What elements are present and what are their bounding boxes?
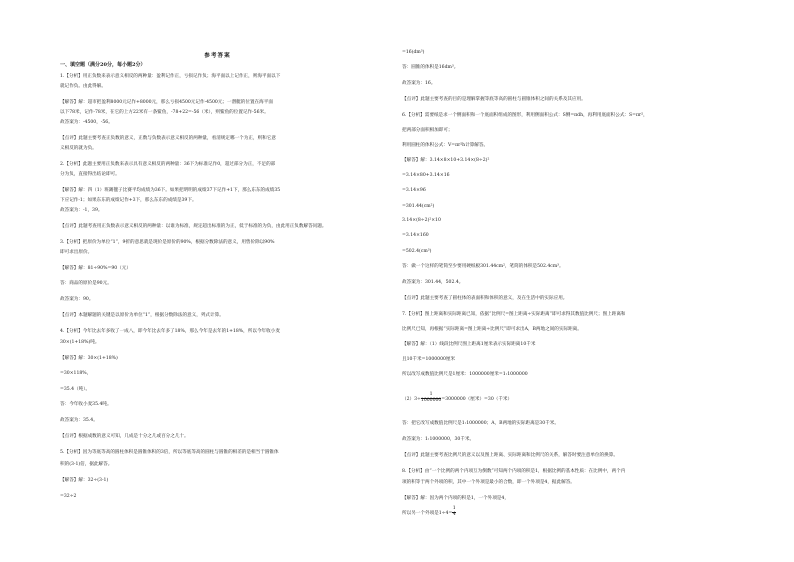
text-line: 项的积等于两个外项的积，其中一个外项是最小的合数，即一个外项是4，据此解答。 xyxy=(402,480,575,485)
text-line: 义相反的就为负。 xyxy=(60,146,97,151)
text-line: 【解答】解：32÷(3-1) xyxy=(60,478,109,483)
text-line: 答：把它改写成数值比例尺是1:1000000；A，B两地的实际距离是30千米。 xyxy=(402,421,559,426)
document-title: 参考答案 xyxy=(204,53,231,59)
text-line: 答：圆锥的体积是16dm³。 xyxy=(402,65,459,70)
text-line: 【解答】解：81÷90%=90（元） xyxy=(60,266,131,271)
text-line: 故答案为：16。 xyxy=(402,81,436,86)
text-line: =35.4（吨）。 xyxy=(60,387,91,392)
fraction-suffix: =3000000（厘米）=30（千米） xyxy=(441,396,513,402)
text-line: 以下78米，记作-78米，在它的上方22米有一条鲨鱼，-78+22=-56（米），则鲨鱼的位置记作-56米。 xyxy=(60,110,269,115)
text-line: =3.14×96 xyxy=(402,188,426,193)
text-line: 故答案为：1:1000000，30千米。 xyxy=(402,437,475,442)
text-line: 分为负，直接得出结论即可。 xyxy=(60,172,120,177)
text-line: 【点评】此题主要考查的目的是理解掌握等底等高的圆柱与圆锥体积之间的关系及其应用。 xyxy=(402,97,586,102)
text-line: 6.【分析】需要纸是求一个侧面积和一个底面积组成的图形，利用侧面积公式：S侧=πdh，再利用底面积公式：S=πr²， xyxy=(402,113,648,118)
text-line: 故答案为：35.4。 xyxy=(60,418,98,423)
text-line: 故答案为：90。 xyxy=(60,297,94,302)
text-line: 故答案为：301.44，502.4。 xyxy=(402,280,464,285)
text-line: 故答案为：-1，39。 xyxy=(60,208,103,213)
text-line: 【点评】此题主要考查了圆柱体的表面积和体积的意义，及在生活中的实际应用。 xyxy=(402,296,568,301)
text-line: 2.【分析】此题主要用正负数来表示具有意义相反的两种量：36下为标准记作0，超过部分为正，不足的部 xyxy=(60,162,276,167)
text-line: 【点评】本题解题的关键是以原价为单位“1”，根据分数除法的意义，列式计算。 xyxy=(60,313,224,318)
text-line: 积的(3-1)倍，据此解答。 xyxy=(60,462,113,467)
text-line: 把两部分面积相加即可； xyxy=(402,128,453,133)
text-line: 7.【分析】图上距离和实际距离已知，依据“比例尺=图上距离÷实际距离”即可求得其数值比例尺；图上距离和 xyxy=(402,312,626,317)
text-line: =301.44(cm²) xyxy=(402,204,435,209)
fraction-numerator: 1 xyxy=(421,393,441,399)
text-line: =30×118%， xyxy=(60,371,92,376)
text-line: =3.14×80+3.14×16 xyxy=(402,173,450,178)
fraction xyxy=(421,393,441,404)
text-line: 【解答】解：超市把盈利8000元记作+8000元，那么亏损4500元记作-4500元；一潜艇的位置在海平面 xyxy=(60,100,273,105)
fraction-line xyxy=(402,507,456,518)
text-line: 【点评】根据成数的意义可知，几成是十分之几或百分之几十。 xyxy=(60,434,189,439)
text-line: 比例尺已知，再根据“实际距离=图上距离÷比例尺”即可求出A，B两地之间的实际距离。 xyxy=(402,327,582,332)
text-line: 利用圆柱的体积公式：V=πr²h计算解答。 xyxy=(402,143,489,148)
text-line: 即可求出原价。 xyxy=(60,250,93,255)
text-line: =3.14×160 xyxy=(402,233,429,238)
text-line: 且10千米=1000000厘米 xyxy=(402,357,456,362)
text-line: 【解答】解：3.14×8×10+3.14×(8÷2)² xyxy=(402,158,490,163)
right-column xyxy=(402,0,722,562)
fraction-denominator: 4 xyxy=(452,511,456,517)
text-line: 答：今年收小麦35.4吨。 xyxy=(60,402,112,407)
left-column xyxy=(60,0,375,562)
fraction xyxy=(452,507,456,518)
text-line: =502.4(cm³) xyxy=(402,249,432,254)
text-line: =32÷2 xyxy=(60,494,77,499)
text-line: 【点评】此题考查用正负数表示意义相反的两种量：以谁为标准，规定超出标准的为正，低于标准的为负，由此用正负数解答问题。 xyxy=(60,224,327,229)
fraction-prefix: 所以另一个外项是1÷4= xyxy=(402,510,453,516)
text-line: =16(dm³) xyxy=(402,50,425,55)
text-line: 5.【分析】因为等底等高的圆柱体积是圆锥体积的3倍，所以等底等高的圆柱与圆锥的相差的是相当于圆锥体 xyxy=(60,450,279,455)
text-line: 1.【分析】用正负数来表示意义相反的两种量：盈利记作正，亏损记作负；海平面以上记作正，则海平面以下 xyxy=(60,74,281,79)
text-line: 3.14×(8÷2)²×10 xyxy=(402,218,441,223)
text-line: 【点评】此题主要考查正负数的意义，正数与负数表示意义相反的两种量，看清规定哪一个为正，则和它意 xyxy=(60,136,276,141)
text-line: 所以改写成数值比例尺是1厘米：1000000厘米=1:1000000 xyxy=(402,372,528,377)
text-line: 答：商品的原价是90元。 xyxy=(60,281,112,286)
fraction-denominator: 1000000 xyxy=(420,397,442,403)
text-line: 4.【分析】今年比去年多收了一成八，即今年比去年多了18%，那么今年是去年的1+18%，所以今年收小麦 xyxy=(60,329,280,334)
text-line: 就记作负。由此得解。 xyxy=(60,84,106,89)
text-line: 8.【分析】由“一个比例的两个内项互为倒数”可知两个内项的积是1，根据比例的基本性质：在比例中，两个内 xyxy=(402,469,626,474)
text-line: 【点评】此题主要考查比例尺的意义以及图上距离、实际距离和比例尺的关系，解答时要注意单位的换算。 xyxy=(402,453,618,458)
text-line: 【解答】解：四（1）班踢毽子比赛平均成绩为36下。如果把明明的成绩37下记作+1下，那么东东的成绩35 xyxy=(60,188,281,193)
text-line: 【解答】解：因为两个内项的积是1，一个外项是4， xyxy=(402,496,509,501)
text-line: 故答案为：-4500，-56。 xyxy=(60,120,113,125)
text-line: 【解答】解：30×(1+18%) xyxy=(60,356,118,361)
text-line: 30×(1+18%)吨。 xyxy=(60,340,100,345)
text-line: 答：做一个这样的笔筒至少要用硬纸板301.44cm²，笔筒的体积是502.4cm³。 xyxy=(402,264,564,269)
text-line: 【解答】解：（1）线段比例尺图上距离1厘米表示实际距离10千米 xyxy=(402,342,536,347)
text-line: 3.【分析】把原价为单位“1”，9折的意思就是现价是原价的90%，根据分数除法的意义，用售价除以90% xyxy=(60,240,275,245)
fraction-numerator: 1 xyxy=(452,506,456,511)
text-line: 下应记作-1；如果东东的成绩记作+3下，那么东东的成绩是39下。 xyxy=(60,198,197,203)
fraction-prefix: （2）3÷ xyxy=(402,396,421,402)
fraction-line xyxy=(402,393,512,404)
section-heading: 一、填空题（满分20分，每小题2分） xyxy=(60,61,146,68)
